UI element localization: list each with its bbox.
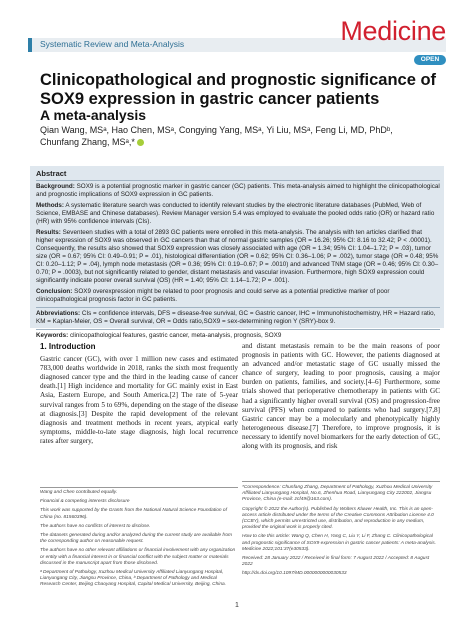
- body-column-right: [242, 342, 440, 451]
- dates-note: Received: 28 January 2022 / Received in final form: 7 August 2022 / Accepted: 8 August 2022: [242, 556, 430, 568]
- body-column-left: [40, 342, 238, 446]
- abstract-abbreviations: Abbreviations: CIs = confidence intervals, DFS = disease-free survival, GC = Gastric cancer, IHC = Immunohistochemistry, HR = Hazard ratio, KM = Kaplan-Meier, OS = Overall survival, OR = Odds ratio,SOX9 = sex-determining region Y (SRY)-box 9.: [36, 310, 436, 325]
- article-subtitle: A meta-analysis: [40, 107, 147, 123]
- footnote-divider-left: [40, 487, 238, 488]
- open-access-badge: OPEN: [414, 55, 446, 65]
- footnote: Wang and Chen contributed equally.: [40, 490, 118, 495]
- abstract-methods: Methods: A systematic literature search was conducted to identify relevant studies by the electronic literature databases (PubMed, Web of Science, EMBASE and Chinese databases). Review Manager version 5.4 was employed to evaluate the pooled odds ratio (OR) or hazard ratio (HR) with 95% confidence intervals (CIs).: [36, 202, 435, 225]
- abstract-results: Results: Seventeen studies with a total of 2893 GC patients were enrolled in this meta-analysis. The analysis with ten articles clarified that higher expression of SOX9 was observed in GC cancers than that of normal gastric samples (OR = 16.26; 95% CI: 8.16 to 32.42; P < .00001). Consequently, the results also showed that SOX9 expression was closely associated with age (OR = 1.34; 95% CI: 1.04–1.72; P = .03), tumor size (OR = 0.67; 95% CI: 0.49–0.91; P = .01), histological differentiation (OR = 0.62; 95% CI: 0.36–1.06; P = .002), tumor stage (OR = 0.48; 95% CI: 0.20–1.12; P = .04), lymph node metastasis (OR = 0.36; 95% CI: 0.19–0.67; P = .0010) and advanced TNM stage (OR = 0.46; 95% CI: 0.30–0.70; P = .0003), but not significantly related to gender, distant metastasis and vascular invasion. Furthermore, high SOX9 expression could significantly indicate poorer overall survival (OS) (HR = 1.40; 95% CI: 1.14–1.72; P = .001).: [36, 229, 439, 284]
- introduction-heading: 1. Introduction: [40, 342, 96, 351]
- footnote: The authors have no other relevant affiliations or financial involvement with any organization or entity with a financial interest in or financial conflict with the subject matter or materials discussed in the manuscript apart from those disclosed.: [40, 548, 236, 566]
- footnote: ᵃ Department of Pathology, Xuzhou Medical University Affiliated Lianyungang Hospital, Lianyungang City, Jiangsu Province, China, ᵇ Department of Pathology and Medical Research Center, Beijing Chaoyang Hospital, Capital Medical University, Beijing, China.: [40, 570, 227, 588]
- abstract-conclusion: Conclusion: SOX9 overexpression might be related to poor prognosis and could serve as a potential predictive marker of poor clinicopathological prognosis factor in GC patients.: [36, 288, 390, 303]
- footnote: Financial & competing interests disclosure: [40, 499, 130, 505]
- page-number: 1: [235, 602, 239, 609]
- authors-line-1: Qian Wang, MSᵃ, Hao Chen, MSᵃ, Congying Yang, MSᵃ, Yi Liu, MSᵃ, Feng Li, MD, PhDᵇ,: [40, 125, 393, 135]
- copyright-note: Copyright © 2022 the Author(s). Published by Wolters Kluwer Health, Inc. This is an open-access article distributed under the terms of the Creative Commons Attribution License 4.0 (CCBY), which permits unrestricted use, distribution, and reproduction in any medium, provided the original work is properly cited.: [242, 506, 434, 531]
- section-label: Systematic Review and Meta-Analysis: [40, 39, 185, 49]
- footnote: This work was supported by the Grants from the National Natural Science Foundation of China (no. 81560396).: [40, 508, 227, 520]
- doi-link[interactable]: http://dx.doi.org/10.1097/MD.0000000000030533: [242, 571, 347, 577]
- introduction-text-right: and distant metastasis remain to be the main reasons of poor prognosis in patients with GC. However, the patients diagnosed at an advanced and/or metastatic stage of GC usually missed the chance of surgery, leading to poor prognosis, causing a major burden on patients, families, and society.[4–6] Furthermore, some trials showed that perioperative chemotherapy in patients with GC had a significantly higher overall survival (OS) and progression-free survival (PFS) when compared to patients who had surgery.[7,8] Gastric cancer may be a molecularly and phenotypically highly heterogeneous disease.[7] Therefore, to improve prognosis, it is necessary to identify novel biomarkers for the early detection of GC, along with its prognosis, and risk: [242, 342, 440, 451]
- footnotes-right: [242, 485, 440, 581]
- author-list: [40, 125, 440, 148]
- authors-line-2: Chunfang Zhang, MSᵃ,*: [40, 136, 135, 147]
- journal-title: Medicine: [340, 16, 446, 46]
- abstract-heading: Abstract: [36, 169, 67, 178]
- footnotes-left: [40, 490, 238, 592]
- footnote: The authors have no conflicts of interest to disclose.: [40, 523, 151, 529]
- introduction-text-left: Gastric cancer (GC), with over 1 million new cases and estimated 783,000 deaths worldwide in 2018, ranks the sixth most frequently diagnosed cancer type and the third in the leading cause of cancer death.[1] High incidence and mortality for GC mainly exist in East Asia, Eastern Europe, and South America.[2] The rate of 5-year survival ranges from 5 to 69%, depending on the stage of the disease at diagnosis.[3] Despite the rapid development of the relevant diagnosis and treatment methods in recent years, atypical early symptoms, middle-to-late stage diagnosis, high local recurrence rates after surgery,: [40, 355, 238, 445]
- abstract-keywords: Keywords: clinicopathological features, gastric cancer, meta-analysis, prognosis, SOX9: [36, 332, 282, 339]
- article-title: Clinicopathological and prognostic significance of SOX9 expression in gastric cancer patients: [40, 71, 437, 108]
- abstract-box: [30, 166, 444, 339]
- citation-note: How to cite this article: Wang Q, Chen H, Yang C, Liu Y, Li F, Zhang C. Clinicopathological and prognostic significance of SOX9 expression in gastric cancer patients: A meta-analysis. Medicine 2022;101:37(e30533).: [242, 534, 437, 552]
- abstract-background: Background: SOX9 is a potential prognostic marker in gastric cancer (GC) patients. This meta-analysis aimed to highlight the clinicopathological and prognostic implications of SOX9 expression in GC patients.: [36, 183, 440, 198]
- correspondence-note: *Correspondence: Chunfang Zhang, Department of Pathology, Xuzhou Medical University Affiliated Lianyungang Hospital, No.6, Zhenhua Road, Lianyungang City 222002, Jiangsu Province, China (e-mail: zcf49@163.com).: [242, 485, 433, 503]
- footnote: The datasets generated during and/or analyzed during the current study are available from the corresponding author on reasonable request.: [40, 533, 232, 545]
- orcid-icon[interactable]: [137, 139, 144, 146]
- footnote-divider-right: [242, 481, 440, 482]
